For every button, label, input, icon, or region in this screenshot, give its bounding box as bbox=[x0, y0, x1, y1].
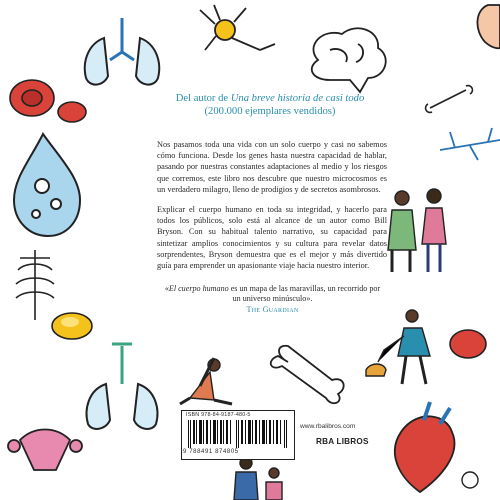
blood-cell-icon bbox=[450, 330, 486, 358]
small-cell-icon bbox=[462, 472, 478, 488]
synopsis bbox=[157, 139, 387, 280]
bone-icon bbox=[426, 86, 473, 113]
publisher-website: www.rbalibros.com bbox=[300, 423, 356, 430]
lungs-icon bbox=[85, 18, 159, 85]
synopsis-paragraph-2: Explicar el cuerpo humano en toda su integridad, y hacerlo para todos los públicos, solo está al alcance de un autor como Bill Bryson. Con su habitual talento narrativo, su capacidad para sintetizar amplios conocimientos y su cultura para revelar datos sorprendentes, Bryson demuestra que es el mejor y más divertido guía para emprender un apasionante viaje hacia nuestro interior. bbox=[157, 205, 387, 271]
neuron-icon bbox=[200, 5, 275, 50]
quote-source: The Guardian bbox=[246, 304, 299, 314]
heart-icon bbox=[395, 402, 455, 492]
uterus-icon bbox=[8, 430, 82, 471]
blood-cells-icon bbox=[10, 80, 86, 122]
femur-bone-icon bbox=[271, 346, 344, 403]
synopsis-paragraph-1: Nos pasamos toda una vida con un solo cuerpo y casi no sabemos cómo funciona. Desde los genes hasta nuestra capacidad de hablar, pasando por nuestras constantes adaptaciones al medio y los riesgos que corremos, este libro nos descubre que nuestro microcosmos es un verdadero milagro, lleno de prodigios y de secretos asombrosos. bbox=[157, 140, 387, 194]
barcode-digits: 9 788491 874805 bbox=[183, 449, 239, 455]
quote-open: « bbox=[164, 284, 169, 293]
barcode bbox=[181, 410, 295, 460]
ear-icon bbox=[477, 5, 500, 48]
tagline-sales: (200.000 ejemplares vendidos) bbox=[204, 106, 336, 117]
quote-text: es un mapa de las maravillas, un recorrido por un universo minúsculo». bbox=[228, 284, 381, 304]
publisher-name: RBA LIBROS bbox=[316, 437, 369, 446]
pill-icon bbox=[52, 313, 92, 339]
people-bottom-illustration bbox=[234, 457, 282, 500]
isbn-label: ISBN 978-84-9187-480-5 bbox=[186, 412, 251, 418]
tagline bbox=[150, 92, 390, 118]
woman-walking-dog-illustration bbox=[366, 310, 430, 384]
quote-book-title: El cuerpo humano bbox=[168, 284, 229, 293]
people-illustration bbox=[388, 189, 446, 272]
yoga-person-illustration bbox=[180, 358, 232, 404]
press-quote bbox=[160, 284, 385, 315]
tagline-prefix: Del autor de bbox=[175, 93, 231, 104]
water-drop-icon bbox=[14, 134, 80, 236]
tagline-book-title: Una breve historia de casi todo bbox=[230, 93, 365, 104]
dendrite-icon bbox=[440, 128, 500, 160]
barcode-bars bbox=[188, 420, 288, 448]
lungs-icon-bottom bbox=[87, 344, 158, 429]
ribcage-icon bbox=[16, 250, 54, 320]
brain-icon bbox=[312, 28, 386, 92]
